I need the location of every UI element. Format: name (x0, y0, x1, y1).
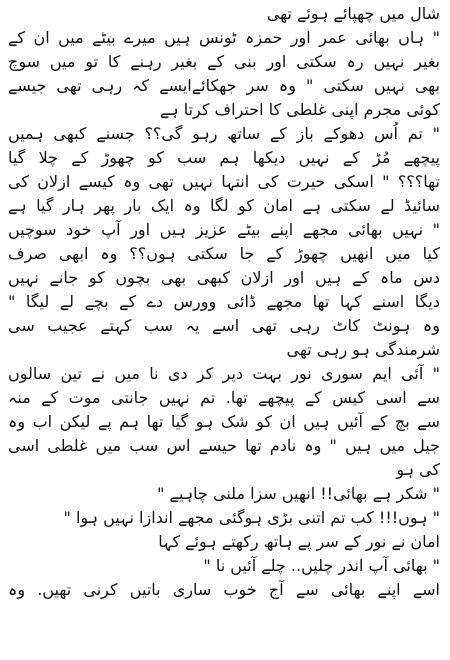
text-line-16: " آئی ایم سوری نور بہت دیر کر دی نا میں نے تین سالوں (8, 364, 440, 383)
text-line-6: " تم اُس دھوکے باز کے ساتھ رہو گی؟؟ جسنے کبھی ہمیں (8, 124, 440, 143)
text-line-5: کوئی مجرم اپنی غلطی کا احتراف کرتا ہے (159, 100, 440, 119)
text-line-15: شرمندگی ہو رہی تھی (286, 340, 440, 359)
text-line-20: کی ہو (396, 460, 440, 479)
text-line-8: تھا؟؟؟ " اسکی حیرت کی انتہا نہیں تھی وہ کیسے ازلان کی (8, 172, 440, 191)
text-line-23: امان نے نور کے سر پے ہاتھ رکھتے ہوئے کہا (158, 532, 440, 551)
text-line-25: اسے اپنے بھائی سے آج خوب ساری باتیں کرنی تھیں. وہ (8, 580, 440, 599)
text-line-13: دیگا اسنے کہا تھا مجھے ڈائی وورس دے کے بچے لے لیگا " (8, 292, 440, 311)
text-line-1: شال میں چھپائے ہوئے تھی (266, 4, 440, 23)
text-line-14: وہ ہونٹ کاٹ رہی تھی اسے یہ سب کہتے عجیب سی (8, 316, 440, 335)
text-line-19: جیل میں ہیں " وہ نادم تھا حیسے اس سب میں غلطی اسی (8, 436, 440, 455)
text-line-10: " نہیں بھائی مجھے اپنے بیٹے عزیز ہیں اور آپ خود سوچیں (8, 220, 440, 239)
text-line-3: بغیر نہیں رہ سکتی اور بنی کے بغیر رہنے کا تو میں سوچ (8, 52, 440, 71)
text-line-9: سائیڈ لے سکتی ہے امان کو لگا وہ ایک بار پھر ہار گیا ہے (8, 196, 440, 215)
text-line-11: کیا میں انھیں چھوڑ کے جا سکتی ہوں؟؟ وہ ابھی صرف (8, 244, 440, 263)
text-line-4: بھی نہیں سکتی " وہ سر جھکائےایسے کہ رہی تھی جیسے (8, 76, 440, 95)
text-line-22: " ہوں!!! کب تم اتنی بڑی ہوگئی مجھے اندازا نہیں ہوا " (63, 508, 440, 527)
text-line-7: پیچھے مُڑ کے نہیں دیکھا ہم سب کو چھوڑ کے چلا گیا (8, 148, 440, 167)
text-line-21: " شکر ہے بھائی!! انھیں سزا ملنی چاہیے " (157, 484, 440, 503)
text-line-18: سے بچ کے آئیں ہیں ان کو شک ہو گیا تھا ہم پے لیکن اب وہ (8, 412, 440, 431)
text-line-24: " بھائی آپ اندر چلیں.. چلے آئیں نا " (203, 556, 440, 575)
urdu-text-block (8, 2, 440, 602)
text-line-12: دس ماہ کے ہیں اور ازلان کبھی بھی بچوں کو جانے نہیں (8, 268, 440, 287)
text-line-17: سے اسی کیس کے پیچھے تھا. تم نہیں جانتی موت کے منہ (8, 388, 440, 407)
text-line-2: " ہاں بھائی عمر اور حمزہ ٹونس ہیں میرے بیٹے میں ان کے (8, 28, 440, 47)
